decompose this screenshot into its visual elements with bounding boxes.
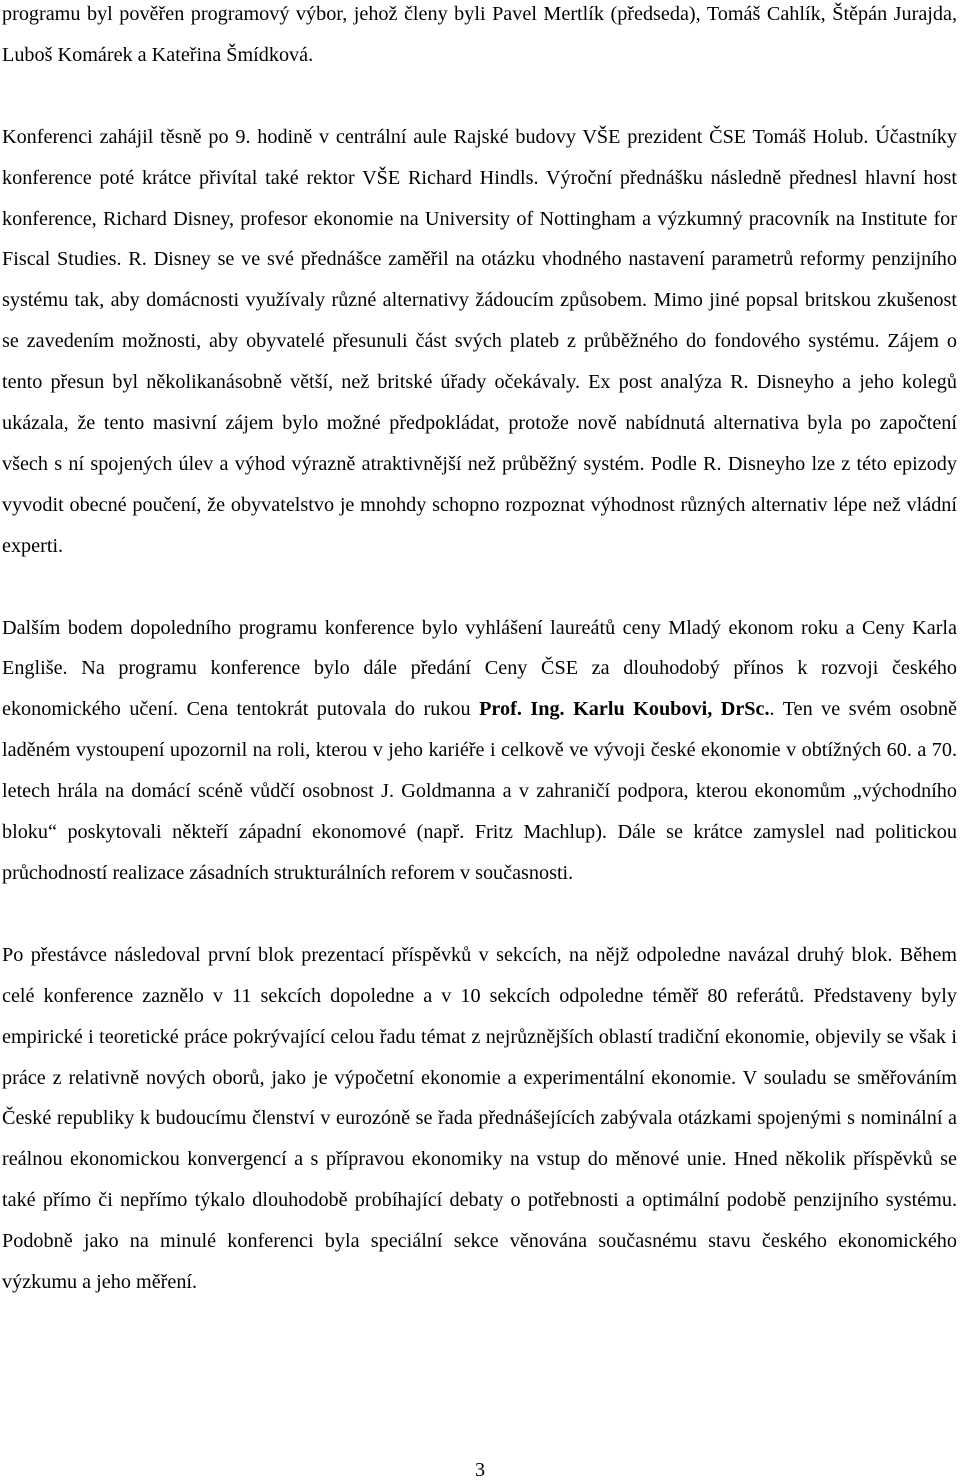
awards-text-after: . Ten ve svém osobně laděném vystoupení upozornil na roli, kterou v jeho kariéře i celkově ve vývoji české ekonomie v obtížných 60. a 70. letech hrála na domácí scéně vůdčí osobnost J. Goldmanna a v zahraničí podpora, kterou ekonomům „východního bloku“ poskytovali někteří západní ekonomové (např. Fritz Machlup). Dále se krátce zamyslel nad politickou průchodností realizace zásadních strukturálních reforem v současnosti. — [2, 698, 957, 884]
paragraph-spacer — [2, 894, 957, 935]
document-page — [2, 0, 957, 1303]
paragraph-awards — [2, 608, 957, 894]
paragraph-program-committee: programu byl pověřen programový výbor, jehož členy byli Pavel Mertlík (předseda), Tomáš Cahlík, Štěpán Jurajda, Luboš Komárek a Kateřina Šmídková. — [2, 3, 957, 66]
awards-text-before: Dalším bodem dopoledního programu konference bylo vyhlášení laureátů ceny Mladý ekonom roku a Ceny Karla Engliše. Na programu konference bylo dále předání Ceny ČSE za dlouhodobý přínos k rozvoji českého ekonomického učení. Cena tentokrát putovala do rukou — [2, 616, 957, 721]
paragraph-spacer — [2, 76, 957, 117]
paragraph-conference-opening: Konferenci zahájil těsně po 9. hodině v centrální aule Rajské budovy VŠE prezident ČSE Tomáš Holub. Účastníky konference poté krátce přivítal také rektor VŠE Richard Hindls. Výroční přednášku následně přednesl hlavní host konference, Richard Disney, profesor ekonomie na University of Nottingham a výzkumný pracovník na Institute for Fiscal Studies. R. Disney se ve své přednášce zaměřil na otázku vhodného nastavení parametrů reformy penzijního systému tak, aby domácnosti využívaly různé alternativy žádoucím způsobem. Mimo jiné popsal britskou zkušenost se zavedením možnosti, aby obyvatelé přesunuli část svých plateb z průběžného do fondového systému. Zájem o tento přesun byl několikanásobně větší, než britské úřady očekávaly. Ex post analýza R. Disneyho a jeho kolegů ukázala, že tento masivní zájem bylo možné předpokládat, protože nově nabídnutá alternativa byla po započtení všech s ní spojených úlev a výhod výrazně atraktivnější než průběžný systém. Podle R. Disneyho lze z této epizody vyvodit obecné poučení, že obyvatelstvo je mnohdy schopno rozpoznat výhodnost různých alternativ lépe než vládní experti. — [2, 125, 957, 557]
paragraph-spacer — [2, 567, 957, 608]
page-number: 3 — [474, 1459, 486, 1481]
awardee-name: Prof. Ing. Karlu Koubovi, DrSc. — [479, 698, 770, 721]
paragraph-sessions: Po přestávce následoval první blok prezentací příspěvků v sekcích, na nějž odpoledne navázal druhý blok. Během celé konference zaznělo v 11 sekcích dopoledne a v 10 sekcích odpoledne téměř 80 referátů. Představeny byly empirické i teoretické práce pokrývající celou řadu témat z nejrůznějších oblastí tradiční ekonomie, objevily se však i práce z relativně nových oborů, jako je výpočetní ekonomie a experimentální ekonomie. V souladu se směřováním České republiky k budoucímu členství v eurozóně se řada přednášejících zabývala otázkami spojenými s nominální a reálnou ekonomickou konvergencí a s přípravou ekonomiky na vstup do měnové unie. Hned několik příspěvků se také přímo či nepřímo týkalo dlouhodobě probíhající debaty o potřebnosti a optimální podobě penzijního systému. Podobně jako na minulé konferenci byla speciální sekce věnována současnému stavu českého ekonomického výzkumu a jeho měření. — [2, 943, 957, 1294]
